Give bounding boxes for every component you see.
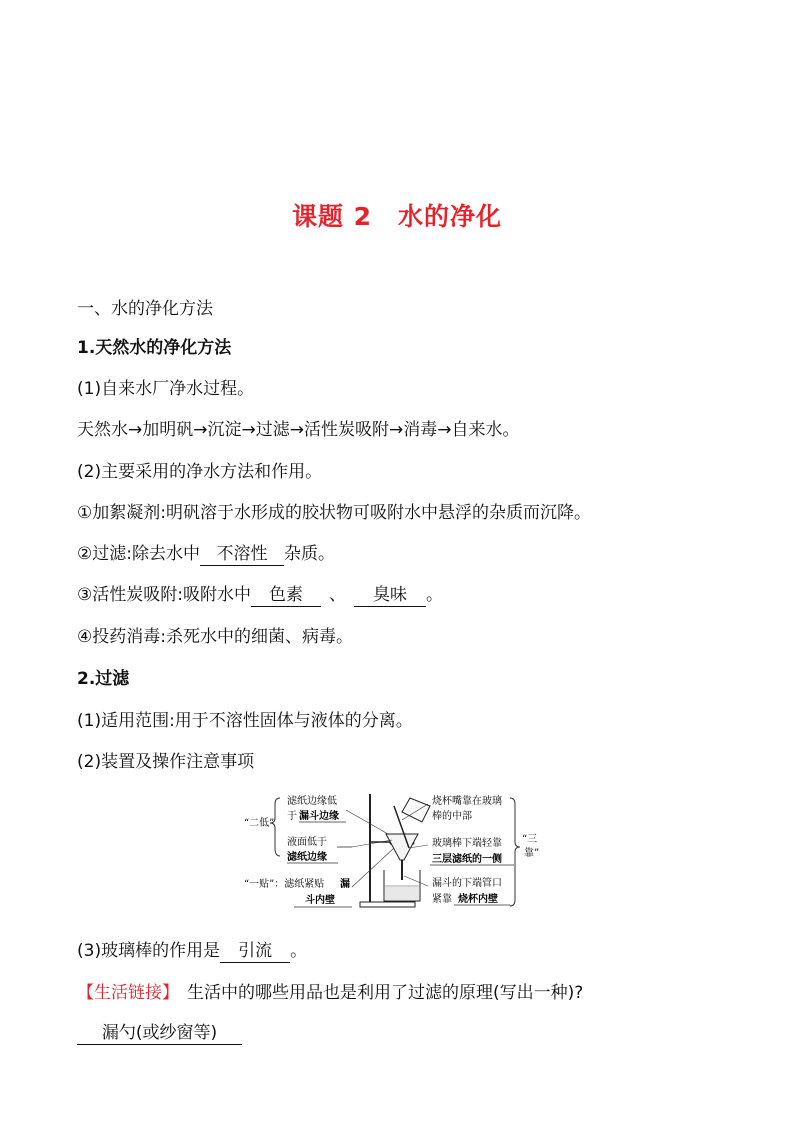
paragraph: (2)装置及操作注意事项 — [77, 752, 255, 772]
disinfection-item: ④投药消毒:杀死水中的细菌、病毒。 — [77, 627, 353, 647]
life-link-label: 【生活链接】 — [77, 983, 179, 1003]
diagram-answer: 斗内壁 — [305, 895, 335, 906]
pouring-beaker — [402, 798, 430, 822]
filtration-prefix: ②过滤:除去水中 — [77, 544, 200, 564]
paragraph: (1)适用范围:用于不溶性固体与液体的分离。 — [77, 711, 413, 731]
diagram-label-sankao: 靠” — [524, 848, 540, 859]
diagram-label-yitie: “一贴”：滤纸紧贴 — [244, 879, 325, 890]
diagram-label-erdi: “二低” — [244, 818, 275, 829]
diagram-label: 烧杯嘴靠在玻璃 — [432, 796, 502, 807]
diagram-answer: 烧杯内壁 — [458, 894, 498, 905]
diagram-label: 于 — [287, 811, 297, 822]
diagram-label: 棒的中部 — [432, 811, 472, 822]
glass-rod-function — [77, 939, 307, 963]
diagram-label: 滤纸边缘低 — [287, 796, 337, 807]
glass-rod-suffix: 。 — [290, 941, 308, 961]
filtration-item — [77, 542, 335, 566]
diagram-label: 玻璃棒下端轻靠 — [432, 838, 502, 849]
answer-blank: 不溶性 — [200, 543, 284, 566]
answer-blank: 色素 — [251, 584, 321, 607]
answer-blank: 引流 — [220, 940, 290, 963]
glass-rod-prefix: (3)玻璃棒的作用是 — [77, 941, 221, 961]
paragraph: (2)主要采用的净水方法和作用。 — [77, 462, 323, 482]
diagram-label: 紧靠 — [432, 894, 452, 905]
paragraph: (1)自来水厂净水过程。 — [77, 379, 255, 399]
separator: 、 — [328, 585, 346, 605]
filtration-suffix: 杂质。 — [283, 544, 335, 564]
adsorption-prefix: ③活性炭吸附:吸附水中 — [77, 585, 251, 605]
stand-base — [360, 902, 415, 907]
diagram-label-sankao: “三 — [522, 834, 538, 845]
diagram-label: 漏斗的下端管口 — [432, 878, 502, 889]
life-link-question: 生活中的哪些用品也是利用了过滤的原理(写出一种)? — [187, 983, 584, 1003]
diagram-answer: 滤纸边缘 — [287, 852, 327, 863]
subheading-filtration: 2.过滤 — [77, 669, 130, 689]
life-link-answer-line — [77, 1021, 242, 1045]
right-brace — [510, 798, 520, 906]
flocculant-item: ①加絮凝剂:明矾溶于水形成的胶状物可吸附水中悬浮的杂质而沉降。 — [77, 503, 591, 523]
lesson-title: 课题 2 水的净化 — [291, 202, 503, 231]
funnel — [386, 834, 418, 860]
diagram-answer: 漏 — [340, 879, 350, 890]
adsorption-suffix: 。 — [425, 585, 443, 605]
subheading-natural-water: 1.天然水的净化方法 — [77, 338, 232, 358]
process-flow: 天然水→加明矾→沉淀→过滤→活性炭吸附→消毒→自来水。 — [77, 420, 520, 440]
diagram-label: 液面低于 — [287, 837, 327, 848]
section-heading: 一、水的净化方法 — [77, 299, 213, 319]
answer-blank: 臭味 — [354, 584, 426, 607]
diagram-answer: 漏斗边缘 — [299, 811, 339, 822]
diagram-answer: 三层滤纸的一侧 — [432, 854, 502, 865]
life-link — [77, 981, 583, 1005]
answer-blank: 漏勺(或纱窗等) — [77, 1022, 242, 1045]
filtration-apparatus-diagram — [242, 790, 542, 912]
adsorption-item — [77, 583, 443, 607]
